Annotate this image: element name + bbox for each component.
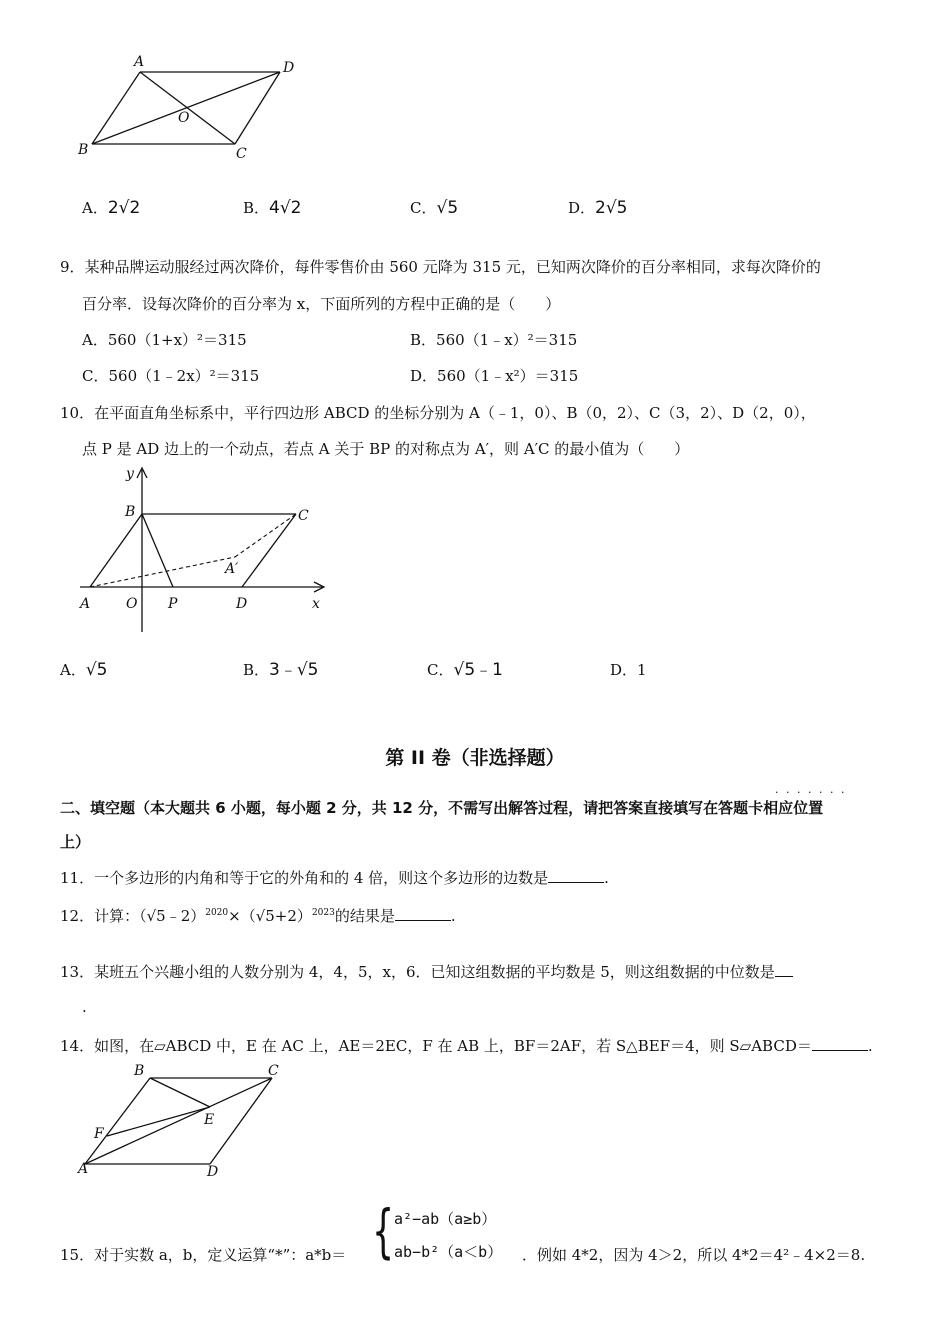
q8-option-a[interactable]: A．2√2 xyxy=(82,198,141,218)
label-a: A xyxy=(80,596,91,612)
label-x: x xyxy=(312,596,320,612)
q13-end: . xyxy=(82,998,87,1016)
q8-option-d[interactable]: D．2√5 xyxy=(568,198,628,218)
q8-option-b[interactable]: B．4√2 xyxy=(243,198,302,218)
q14-answer-blank[interactable] xyxy=(812,1036,868,1051)
q9-option-b[interactable]: B．560（1﹣x）²＝315 xyxy=(410,331,578,349)
figure-parallelogram-ef xyxy=(70,1060,310,1185)
q10-option-c[interactable]: C．√5﹣1 xyxy=(427,660,503,680)
section-heading-end: 上） xyxy=(60,833,91,851)
label-a-prime: A′ xyxy=(225,561,239,577)
q14-stem: 14．如图，在▱ABCD 中，E 在 AC 上，AE＝2EC，F 在 AB 上，BF＝2AF，若 S△BEF＝4，则 S▱ABCD＝ . xyxy=(60,1037,873,1055)
q11-answer-blank[interactable] xyxy=(548,868,604,883)
q10-stem-line2: 点 P 是 AD 边上的一个动点，若点 A 关于 BP 的对称点为 A′，则 A′C 的最小值为（ ） xyxy=(82,440,690,458)
q15-prefix: 15．对于实数 a，b，定义运算“*”：a*b＝ xyxy=(60,1246,347,1264)
q10-option-d[interactable]: D．1 xyxy=(610,661,647,679)
label-d: D xyxy=(283,60,295,76)
label-c: C xyxy=(298,508,309,524)
q10-option-a[interactable]: A．√5 xyxy=(60,660,108,680)
q11-stem: 11．一个多边形的内角和等于它的外角和的 4 倍，则这个多边形的边数是 . xyxy=(60,869,609,887)
label-a: A xyxy=(134,54,145,70)
label-o: O xyxy=(126,596,138,612)
q15-brace: { xyxy=(372,1197,395,1265)
label-a: A xyxy=(78,1161,89,1177)
label-c: C xyxy=(268,1063,279,1079)
q15-case2: ab−b²（a＜b） xyxy=(394,1243,503,1261)
label-b: B xyxy=(125,504,136,520)
q15-suffix: ．例如 4*2，因为 4＞2，所以 4*2＝4²﹣4×2＝8. xyxy=(522,1246,866,1264)
label-d: D xyxy=(236,596,248,612)
figure-parallelogram-abcd-o xyxy=(70,52,330,167)
label-o: O xyxy=(178,110,190,126)
figure-coordinate-parallelogram xyxy=(70,462,340,634)
q13-answer-blank[interactable] xyxy=(775,962,793,977)
label-b: B xyxy=(78,142,89,158)
q13-stem: 13．某班五个兴趣小组的人数分别为 4，4，5，x，6．已知这组数据的平均数是 5，则这组数据的中位数是 xyxy=(60,962,793,982)
part2-title: 第 II 卷（非选择题） xyxy=(385,747,565,769)
q9-option-a[interactable]: A．560（1+x）²＝315 xyxy=(82,331,247,349)
label-p: P xyxy=(168,596,178,612)
label-d: D xyxy=(207,1164,219,1180)
label-f: F xyxy=(94,1126,104,1142)
label-b: B xyxy=(134,1063,145,1079)
q10-stem-line1: 10．在平面直角坐标系中，平行四边形 ABCD 的坐标分别为 A（﹣1，0）、B（0，2）、C（3，2）、D（2，0）， xyxy=(60,404,816,422)
q10-option-b[interactable]: B．3﹣√5 xyxy=(243,660,319,680)
q15-case1: a²−ab（a≥b） xyxy=(394,1210,497,1228)
section-heading: 二、填空题（本大题共 6 小题，每小题 2 分，共 12 分，不需写出解答过程，请把答案直接填写在答题卡相应位置 xyxy=(60,799,824,817)
label-c: C xyxy=(236,146,247,162)
emphasis-dots: · · · · · · · xyxy=(775,786,847,799)
q12-stem: 12．计算：$(√5﹣2)^{2020}\times(√5+2)^{2023}$的结果是 . xyxy=(60,907,456,925)
q12-answer-blank[interactable] xyxy=(395,906,451,921)
label-y: y xyxy=(126,466,134,482)
q9-stem-line2: 百分率．设每次降价的百分率为 x，下面所列的方程中正确的是（ ） xyxy=(82,295,561,313)
q9-option-d[interactable]: D．560（1﹣x²）＝315 xyxy=(410,367,579,385)
q9-option-c[interactable]: C．560（1﹣2x）²＝315 xyxy=(82,367,260,385)
q8-option-c[interactable]: C．√5 xyxy=(410,198,459,218)
q9-stem-line1: 9．某种品牌运动服经过两次降价，每件零售价由 560 元降为 315 元，已知两次降价的百分率相同，求每次降价的 xyxy=(60,258,821,276)
label-e: E xyxy=(204,1112,215,1128)
